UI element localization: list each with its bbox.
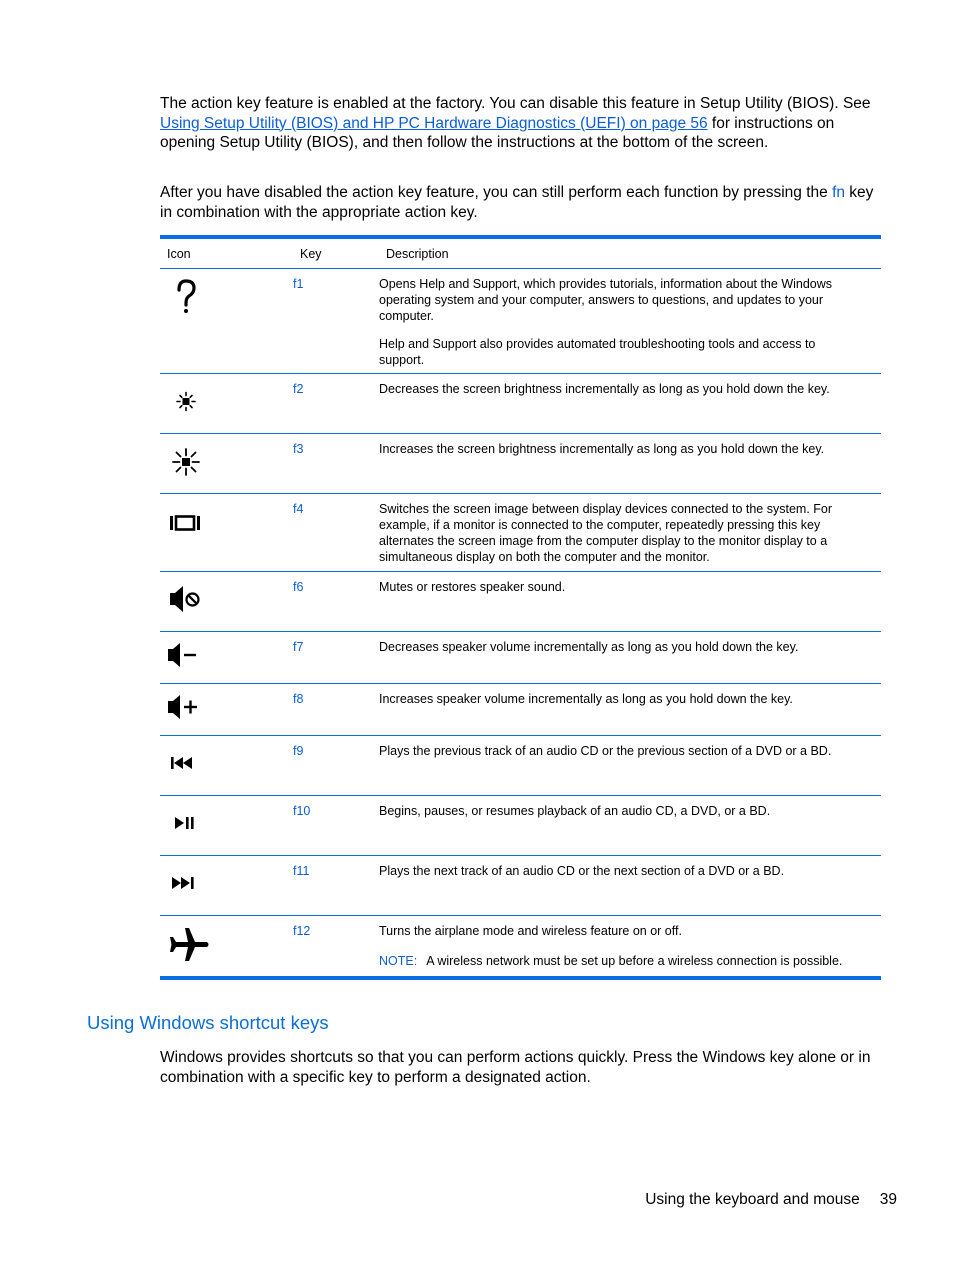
- desc-cell: [379, 374, 881, 434]
- key-cell: f2: [293, 374, 379, 434]
- desc-text: Decreases the screen brightness incrementally as long as you hold down the key.: [379, 382, 830, 396]
- desc-cell: [379, 736, 881, 796]
- key-cell: f10: [293, 796, 379, 856]
- icon-cell: [160, 856, 293, 916]
- table-row: [160, 736, 881, 796]
- desc-cell: [379, 684, 881, 736]
- key-cell: f9: [293, 736, 379, 796]
- next-track-icon: [166, 856, 293, 896]
- action-keys-table: [160, 235, 881, 980]
- header-description: Description: [379, 239, 881, 269]
- intro-text-continued: for instructions on opening Setup Utility (BIOS), and then follow the instructions at the bottom of the screen.: [160, 114, 835, 151]
- key-cell: f12: [293, 924, 311, 938]
- switch-display-icon: [166, 494, 293, 534]
- desc-text: Decreases speaker volume incrementally as long as you hold down the key.: [379, 640, 799, 654]
- key-cell: f1: [293, 269, 379, 374]
- desc-text: Begins, pauses, or resumes playback of an audio CD, a DVD, or a BD.: [379, 804, 771, 818]
- table-row: [160, 494, 881, 572]
- help-question-icon: [166, 269, 293, 315]
- icon-cell: [160, 374, 293, 434]
- icon-cell: [160, 916, 293, 976]
- airplane-mode-icon: [166, 916, 293, 966]
- desc-text: Help and Support also provides automated troubleshooting tools and access to support.: [379, 337, 816, 367]
- key-cell: f4: [293, 494, 379, 572]
- brightness-up-icon: [166, 434, 293, 490]
- header-icon: Icon: [160, 239, 293, 269]
- page-number: 39: [879, 1191, 897, 1208]
- icon-cell: [160, 434, 293, 494]
- table-row: [160, 374, 881, 434]
- brightness-down-icon: [166, 374, 293, 430]
- key-cell: f11: [293, 856, 379, 916]
- table-row: [160, 632, 881, 684]
- table-row: [160, 916, 881, 976]
- page-footer: [645, 1191, 897, 1209]
- note-label: NOTE:: [379, 954, 418, 968]
- icon-cell: [160, 796, 293, 856]
- icon-cell: [160, 684, 293, 736]
- mute-icon: [166, 572, 293, 617]
- intro-paragraph-2: [160, 183, 884, 222]
- desc-cell: [379, 632, 881, 684]
- intro-text: The action key feature is enabled at the factory. You can disable this feature in Setup Utility (BIOS). See: [160, 95, 871, 112]
- table-row: [160, 684, 881, 736]
- section-heading: Using Windows shortcut keys: [87, 1012, 329, 1033]
- desc-cell: [379, 269, 881, 374]
- note: [379, 953, 863, 969]
- key-cell: f7: [293, 632, 379, 684]
- icon-cell: [160, 736, 293, 796]
- table-row: [160, 856, 881, 916]
- key-cell: f8: [293, 684, 379, 736]
- desc-text: Switches the screen image between display devices connected to the system. For example, if a monitor is connected to the computer, repeatedly pressing this key alternates the screen image from the computer display to the monitor display to a simultaneous display on both the computer and the monitor.: [379, 502, 833, 564]
- desc-cell: [379, 434, 881, 494]
- intro2-text-continued: key in combination with the appropriate action key.: [160, 184, 874, 221]
- setup-utility-link[interactable]: Using Setup Utility (BIOS) and HP PC Hardware Diagnostics (UEFI) on page 56: [160, 114, 708, 132]
- table-header-row: [160, 239, 881, 269]
- desc-text: Increases speaker volume incrementally as long as you hold down the key.: [379, 692, 793, 706]
- desc-cell: [379, 796, 881, 856]
- desc-text: Increases the screen brightness incrementally as long as you hold down the key.: [379, 442, 825, 456]
- play-pause-icon: [166, 796, 293, 836]
- table-row: [160, 269, 881, 374]
- previous-track-icon: [166, 736, 293, 776]
- table-row: [160, 434, 881, 494]
- fn-key-label: fn: [832, 184, 845, 201]
- note-text: A wireless network must be set up before a wireless connection is possible.: [426, 954, 843, 968]
- desc-cell: [379, 856, 881, 916]
- desc-text: Plays the next track of an audio CD or the next section of a DVD or a BD.: [379, 864, 785, 878]
- desc-text: Mutes or restores speaker sound.: [379, 580, 566, 594]
- intro-paragraph-1: [160, 94, 884, 153]
- desc-text: Opens Help and Support, which provides tutorials, information about the Windows operating system and your computer, answers to questions, and updates to your computer.: [379, 277, 833, 323]
- desc-cell: [379, 916, 881, 976]
- desc-text: Turns the airplane mode and wireless feature on or off.: [379, 924, 682, 938]
- header-key: Key: [293, 239, 379, 269]
- icon-cell: [160, 632, 293, 684]
- volume-up-icon: [166, 684, 293, 720]
- desc-cell: [379, 572, 881, 632]
- icon-cell: [160, 494, 293, 572]
- volume-down-icon: [166, 632, 293, 668]
- table-row: [160, 796, 881, 856]
- key-cell: f6: [293, 572, 379, 632]
- key-cell: f3: [293, 434, 379, 494]
- icon-cell: [160, 572, 293, 632]
- section-body: Windows provides shortcuts so that you can perform actions quickly. Press the Windows key alone or in combination with a specific key to perform a designated action.: [160, 1049, 871, 1086]
- icon-cell: [160, 269, 293, 374]
- footer-chapter-title: Using the keyboard and mouse: [645, 1191, 860, 1208]
- desc-cell: [379, 494, 881, 572]
- intro2-text: After you have disabled the action key feature, you can still perform each function by pressing the: [160, 184, 833, 201]
- table-row: [160, 572, 881, 632]
- desc-text: Plays the previous track of an audio CD or the previous section of a DVD or a BD.: [379, 744, 832, 758]
